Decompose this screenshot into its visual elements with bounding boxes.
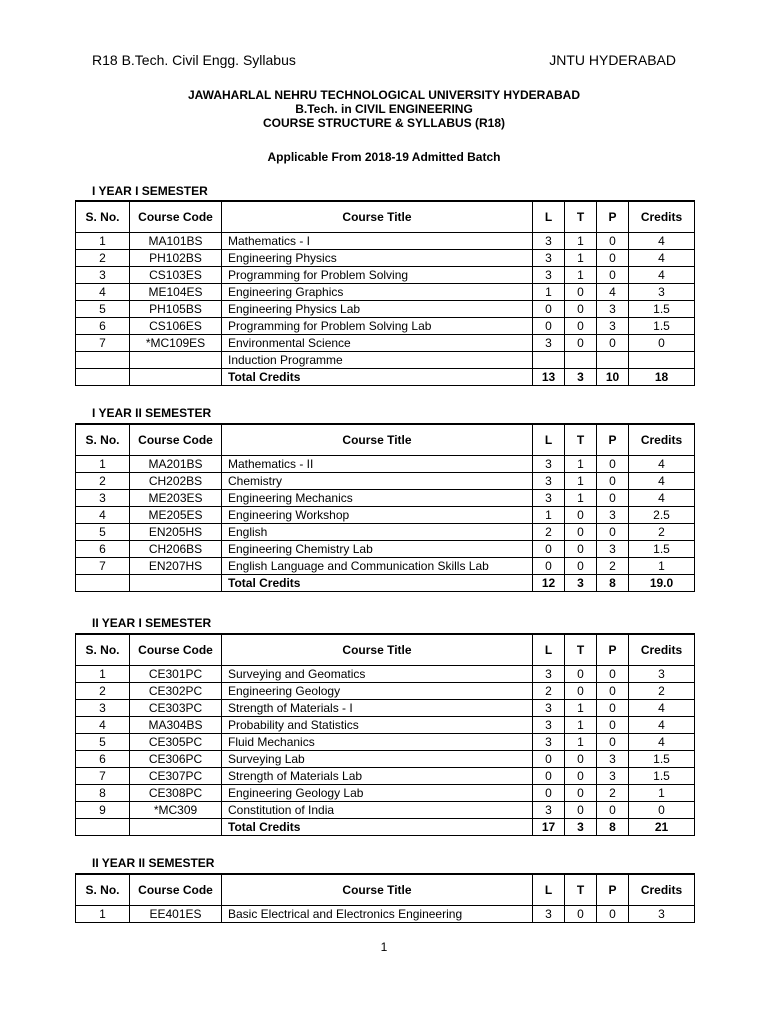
l-cell: 3 (533, 233, 565, 250)
sno-cell: 3 (76, 490, 130, 507)
l-cell: 1 (533, 507, 565, 524)
course-title-header: Course Title (222, 634, 533, 666)
p-cell: 0 (597, 473, 629, 490)
t-cell: 0 (565, 335, 597, 352)
l-cell: 0 (533, 541, 565, 558)
table-header-row (76, 634, 695, 666)
course-title-cell: Programming for Problem Solving (222, 267, 533, 284)
p-cell: 0 (597, 666, 629, 683)
header-left-text: R18 B.Tech. Civil Engg. Syllabus (92, 52, 296, 68)
document-subtitle: COURSE STRUCTURE & SYLLABUS (R18) (262, 116, 505, 130)
course-title-cell: Engineering Geology Lab (222, 785, 533, 802)
credits-cell: 2 (629, 683, 695, 700)
sno-cell: 1 (76, 233, 130, 250)
credits-header: Credits (629, 634, 695, 666)
credits-cell: 4 (629, 456, 695, 473)
sno-cell (76, 352, 130, 369)
table-row (76, 318, 695, 335)
credits-cell: 3 (629, 906, 695, 923)
course-code-cell: CE303PC (130, 700, 222, 717)
t-cell: 1 (565, 717, 597, 734)
l-cell: 3 (533, 700, 565, 717)
sno-cell: 5 (76, 301, 130, 318)
l-cell: 0 (533, 301, 565, 318)
credits-cell: 4 (629, 267, 695, 284)
sno-cell: 5 (76, 524, 130, 541)
empty-cell (130, 575, 222, 592)
course-title-cell: Mathematics - I (222, 233, 533, 250)
course-code-cell: CE305PC (130, 734, 222, 751)
course-code-cell: EE401ES (130, 906, 222, 923)
credits-cell: 1 (629, 558, 695, 575)
course-title-header: Course Title (222, 201, 533, 233)
p-cell: 2 (597, 558, 629, 575)
course-code-cell: CE301PC (130, 666, 222, 683)
table-row (76, 734, 695, 751)
semester-title: II YEAR II SEMESTER (92, 856, 215, 870)
p-cell: 3 (597, 301, 629, 318)
total-l-cell: 13 (533, 369, 565, 386)
p-cell: 4 (597, 284, 629, 301)
empty-cell (130, 369, 222, 386)
p-cell: 2 (597, 785, 629, 802)
course-title-cell: Surveying and Geomatics (222, 666, 533, 683)
table-header-row (76, 874, 695, 906)
course-title-cell: Chemistry (222, 473, 533, 490)
p-cell: 0 (597, 906, 629, 923)
t-header: T (565, 874, 597, 906)
sno-cell: 8 (76, 785, 130, 802)
t-header: T (565, 424, 597, 456)
t-cell: 0 (565, 768, 597, 785)
sno-cell: 3 (76, 700, 130, 717)
sno-header: S. No. (76, 424, 130, 456)
total-credits-row (76, 575, 695, 592)
table-row (76, 301, 695, 318)
table-row (76, 802, 695, 819)
credits-header: Credits (629, 424, 695, 456)
semester-title: I YEAR I SEMESTER (92, 184, 208, 198)
semester-title: I YEAR II SEMESTER (92, 406, 212, 420)
l-header: L (533, 874, 565, 906)
credits-cell: 4 (629, 233, 695, 250)
p-cell: 3 (597, 768, 629, 785)
credits-cell: 3 (629, 666, 695, 683)
credits-cell (629, 352, 695, 369)
t-cell: 0 (565, 541, 597, 558)
table-row (76, 558, 695, 575)
total-t-cell: 3 (565, 369, 597, 386)
course-code-cell: CE302PC (130, 683, 222, 700)
total-credits-cell: 21 (629, 819, 695, 836)
course-title-cell: Surveying Lab (222, 751, 533, 768)
course-code-cell: PH105BS (130, 301, 222, 318)
t-cell: 1 (565, 700, 597, 717)
sno-cell: 3 (76, 267, 130, 284)
t-header: T (565, 201, 597, 233)
sno-cell: 7 (76, 558, 130, 575)
total-p-cell: 10 (597, 369, 629, 386)
t-cell: 0 (565, 558, 597, 575)
table-row (76, 717, 695, 734)
t-cell: 1 (565, 456, 597, 473)
course-title-cell: Engineering Physics Lab (222, 301, 533, 318)
t-cell: 0 (565, 301, 597, 318)
l-cell: 3 (533, 335, 565, 352)
p-cell: 0 (597, 456, 629, 473)
university-name: JAWAHARLAL NEHRU TECHNOLOGICAL UNIVERSITY HYDERABAD (187, 88, 581, 102)
l-header: L (533, 634, 565, 666)
t-cell: 0 (565, 666, 597, 683)
l-cell: 0 (533, 318, 565, 335)
l-cell (533, 352, 565, 369)
p-cell: 0 (597, 700, 629, 717)
credits-cell: 4 (629, 490, 695, 507)
p-cell: 3 (597, 751, 629, 768)
sno-cell: 2 (76, 250, 130, 267)
sno-cell: 1 (76, 456, 130, 473)
semester-table (75, 633, 695, 836)
table-row (76, 906, 695, 923)
sno-cell: 7 (76, 768, 130, 785)
l-cell: 2 (533, 683, 565, 700)
t-cell: 0 (565, 906, 597, 923)
empty-cell (76, 819, 130, 836)
t-cell: 0 (565, 751, 597, 768)
course-code-cell: MA201BS (130, 456, 222, 473)
applicable-batch: Applicable From 2018-19 Admitted Batch (267, 150, 501, 164)
course-code-cell: *MC309 (130, 802, 222, 819)
sno-cell: 9 (76, 802, 130, 819)
t-cell: 0 (565, 802, 597, 819)
p-cell: 0 (597, 734, 629, 751)
p-cell: 0 (597, 524, 629, 541)
total-credits-label: Total Credits (222, 369, 533, 386)
sno-cell: 2 (76, 473, 130, 490)
t-cell: 1 (565, 473, 597, 490)
table-row (76, 768, 695, 785)
p-cell: 0 (597, 233, 629, 250)
course-code-cell: CE307PC (130, 768, 222, 785)
course-code-cell: ME205ES (130, 507, 222, 524)
l-cell: 3 (533, 490, 565, 507)
table-row (76, 267, 695, 284)
total-credits-label: Total Credits (222, 575, 533, 592)
t-cell: 0 (565, 683, 597, 700)
course-code-header: Course Code (130, 874, 222, 906)
table-row (76, 456, 695, 473)
course-code-cell: ME104ES (130, 284, 222, 301)
p-header: P (597, 201, 629, 233)
page-number: 1 (380, 940, 388, 954)
sno-header: S. No. (76, 634, 130, 666)
table-row (76, 335, 695, 352)
t-cell: 0 (565, 524, 597, 541)
total-p-cell: 8 (597, 575, 629, 592)
p-cell: 0 (597, 490, 629, 507)
t-cell (565, 352, 597, 369)
sno-cell: 7 (76, 335, 130, 352)
table-row (76, 785, 695, 802)
table-header-row (76, 201, 695, 233)
credits-cell: 3 (629, 284, 695, 301)
l-cell: 3 (533, 456, 565, 473)
t-cell: 0 (565, 284, 597, 301)
l-cell: 3 (533, 734, 565, 751)
credits-cell: 1.5 (629, 768, 695, 785)
table-row (76, 541, 695, 558)
l-cell: 0 (533, 558, 565, 575)
credits-cell: 1.5 (629, 318, 695, 335)
p-cell: 0 (597, 335, 629, 352)
sno-cell: 1 (76, 666, 130, 683)
t-cell: 1 (565, 734, 597, 751)
l-cell: 3 (533, 906, 565, 923)
t-cell: 0 (565, 785, 597, 802)
course-title-cell: Induction Programme (222, 352, 533, 369)
course-code-header: Course Code (130, 424, 222, 456)
table-row (76, 507, 695, 524)
credits-header: Credits (629, 874, 695, 906)
table-header-row (76, 424, 695, 456)
table-row (76, 284, 695, 301)
credits-cell: 4 (629, 734, 695, 751)
credits-cell: 0 (629, 802, 695, 819)
total-credits-cell: 18 (629, 369, 695, 386)
course-title-cell: Engineering Geology (222, 683, 533, 700)
empty-cell (76, 575, 130, 592)
l-header: L (533, 201, 565, 233)
p-cell: 3 (597, 507, 629, 524)
course-code-cell: CS106ES (130, 318, 222, 335)
t-header: T (565, 634, 597, 666)
course-code-header: Course Code (130, 634, 222, 666)
credits-cell: 1.5 (629, 301, 695, 318)
table-row (76, 490, 695, 507)
l-cell: 3 (533, 717, 565, 734)
l-cell: 0 (533, 785, 565, 802)
empty-cell (130, 819, 222, 836)
p-cell: 0 (597, 250, 629, 267)
course-title-cell: Engineering Workshop (222, 507, 533, 524)
credits-cell: 0 (629, 335, 695, 352)
l-cell: 3 (533, 267, 565, 284)
t-cell: 1 (565, 250, 597, 267)
credits-cell: 4 (629, 473, 695, 490)
credits-cell: 4 (629, 717, 695, 734)
course-code-cell: EN205HS (130, 524, 222, 541)
credits-cell: 1.5 (629, 541, 695, 558)
course-code-cell: CS103ES (130, 267, 222, 284)
l-cell: 2 (533, 524, 565, 541)
table-row (76, 751, 695, 768)
course-title-cell: English (222, 524, 533, 541)
p-cell: 0 (597, 717, 629, 734)
table-row (76, 352, 695, 369)
p-cell (597, 352, 629, 369)
p-cell: 3 (597, 318, 629, 335)
course-title-header: Course Title (222, 874, 533, 906)
course-title-cell: Engineering Physics (222, 250, 533, 267)
l-cell: 1 (533, 284, 565, 301)
sno-cell: 5 (76, 734, 130, 751)
t-cell: 0 (565, 507, 597, 524)
course-title-cell: English Language and Communication Skills Lab (222, 558, 533, 575)
p-cell: 3 (597, 541, 629, 558)
total-t-cell: 3 (565, 819, 597, 836)
sno-cell: 1 (76, 906, 130, 923)
table-row (76, 700, 695, 717)
course-code-cell: CE306PC (130, 751, 222, 768)
course-title-cell: Environmental Science (222, 335, 533, 352)
course-code-cell (130, 352, 222, 369)
t-cell: 0 (565, 318, 597, 335)
sno-cell: 4 (76, 507, 130, 524)
course-title-header: Course Title (222, 424, 533, 456)
table-row (76, 683, 695, 700)
credits-cell: 4 (629, 250, 695, 267)
sno-cell: 4 (76, 717, 130, 734)
sno-cell: 6 (76, 318, 130, 335)
total-t-cell: 3 (565, 575, 597, 592)
course-title-cell: Engineering Graphics (222, 284, 533, 301)
course-title-cell: Constitution of India (222, 802, 533, 819)
semester-title: II YEAR I SEMESTER (92, 616, 212, 630)
course-code-cell: ME203ES (130, 490, 222, 507)
sno-cell: 6 (76, 541, 130, 558)
course-code-cell: MA304BS (130, 717, 222, 734)
course-code-cell: MA101BS (130, 233, 222, 250)
p-cell: 0 (597, 683, 629, 700)
total-l-cell: 17 (533, 819, 565, 836)
table-row (76, 524, 695, 541)
total-credits-label: Total Credits (222, 819, 533, 836)
header-right-text: JNTU HYDERABAD (549, 52, 676, 68)
total-credits-row (76, 819, 695, 836)
total-p-cell: 8 (597, 819, 629, 836)
semester-table (75, 423, 695, 592)
course-title-cell: Basic Electrical and Electronics Engineering (222, 906, 533, 923)
course-title-cell: Strength of Materials Lab (222, 768, 533, 785)
page-header (92, 52, 676, 70)
sno-cell: 6 (76, 751, 130, 768)
table-row (76, 250, 695, 267)
course-code-cell: CH206BS (130, 541, 222, 558)
total-credits-row (76, 369, 695, 386)
semester-table (75, 200, 695, 386)
course-code-cell: PH102BS (130, 250, 222, 267)
table-row (76, 666, 695, 683)
program-name: B.Tech. in CIVIL ENGINEERING (295, 102, 473, 116)
course-code-cell: *MC109ES (130, 335, 222, 352)
course-code-cell: EN207HS (130, 558, 222, 575)
p-cell: 0 (597, 267, 629, 284)
credits-cell: 1 (629, 785, 695, 802)
t-cell: 1 (565, 267, 597, 284)
total-l-cell: 12 (533, 575, 565, 592)
table-row (76, 473, 695, 490)
credits-cell: 2.5 (629, 507, 695, 524)
course-code-cell: CH202BS (130, 473, 222, 490)
course-title-cell: Engineering Chemistry Lab (222, 541, 533, 558)
l-cell: 3 (533, 802, 565, 819)
course-title-cell: Engineering Mechanics (222, 490, 533, 507)
credits-cell: 2 (629, 524, 695, 541)
sno-header: S. No. (76, 874, 130, 906)
p-header: P (597, 874, 629, 906)
sno-header: S. No. (76, 201, 130, 233)
course-code-header: Course Code (130, 201, 222, 233)
t-cell: 1 (565, 233, 597, 250)
course-title-cell: Strength of Materials - I (222, 700, 533, 717)
semester-table (75, 873, 695, 923)
sno-cell: 2 (76, 683, 130, 700)
course-title-cell: Programming for Problem Solving Lab (222, 318, 533, 335)
p-header: P (597, 424, 629, 456)
course-title-cell: Fluid Mechanics (222, 734, 533, 751)
p-cell: 0 (597, 802, 629, 819)
l-cell: 0 (533, 751, 565, 768)
l-cell: 0 (533, 768, 565, 785)
t-cell: 1 (565, 490, 597, 507)
course-code-cell: CE308PC (130, 785, 222, 802)
l-cell: 3 (533, 473, 565, 490)
credits-header: Credits (629, 201, 695, 233)
l-cell: 3 (533, 250, 565, 267)
total-credits-cell: 19.0 (629, 575, 695, 592)
sno-cell: 4 (76, 284, 130, 301)
credits-cell: 1.5 (629, 751, 695, 768)
credits-cell: 4 (629, 700, 695, 717)
l-header: L (533, 424, 565, 456)
course-title-cell: Probability and Statistics (222, 717, 533, 734)
table-row (76, 233, 695, 250)
course-title-cell: Mathematics - II (222, 456, 533, 473)
p-header: P (597, 634, 629, 666)
document-title (0, 88, 768, 130)
empty-cell (76, 369, 130, 386)
l-cell: 3 (533, 666, 565, 683)
